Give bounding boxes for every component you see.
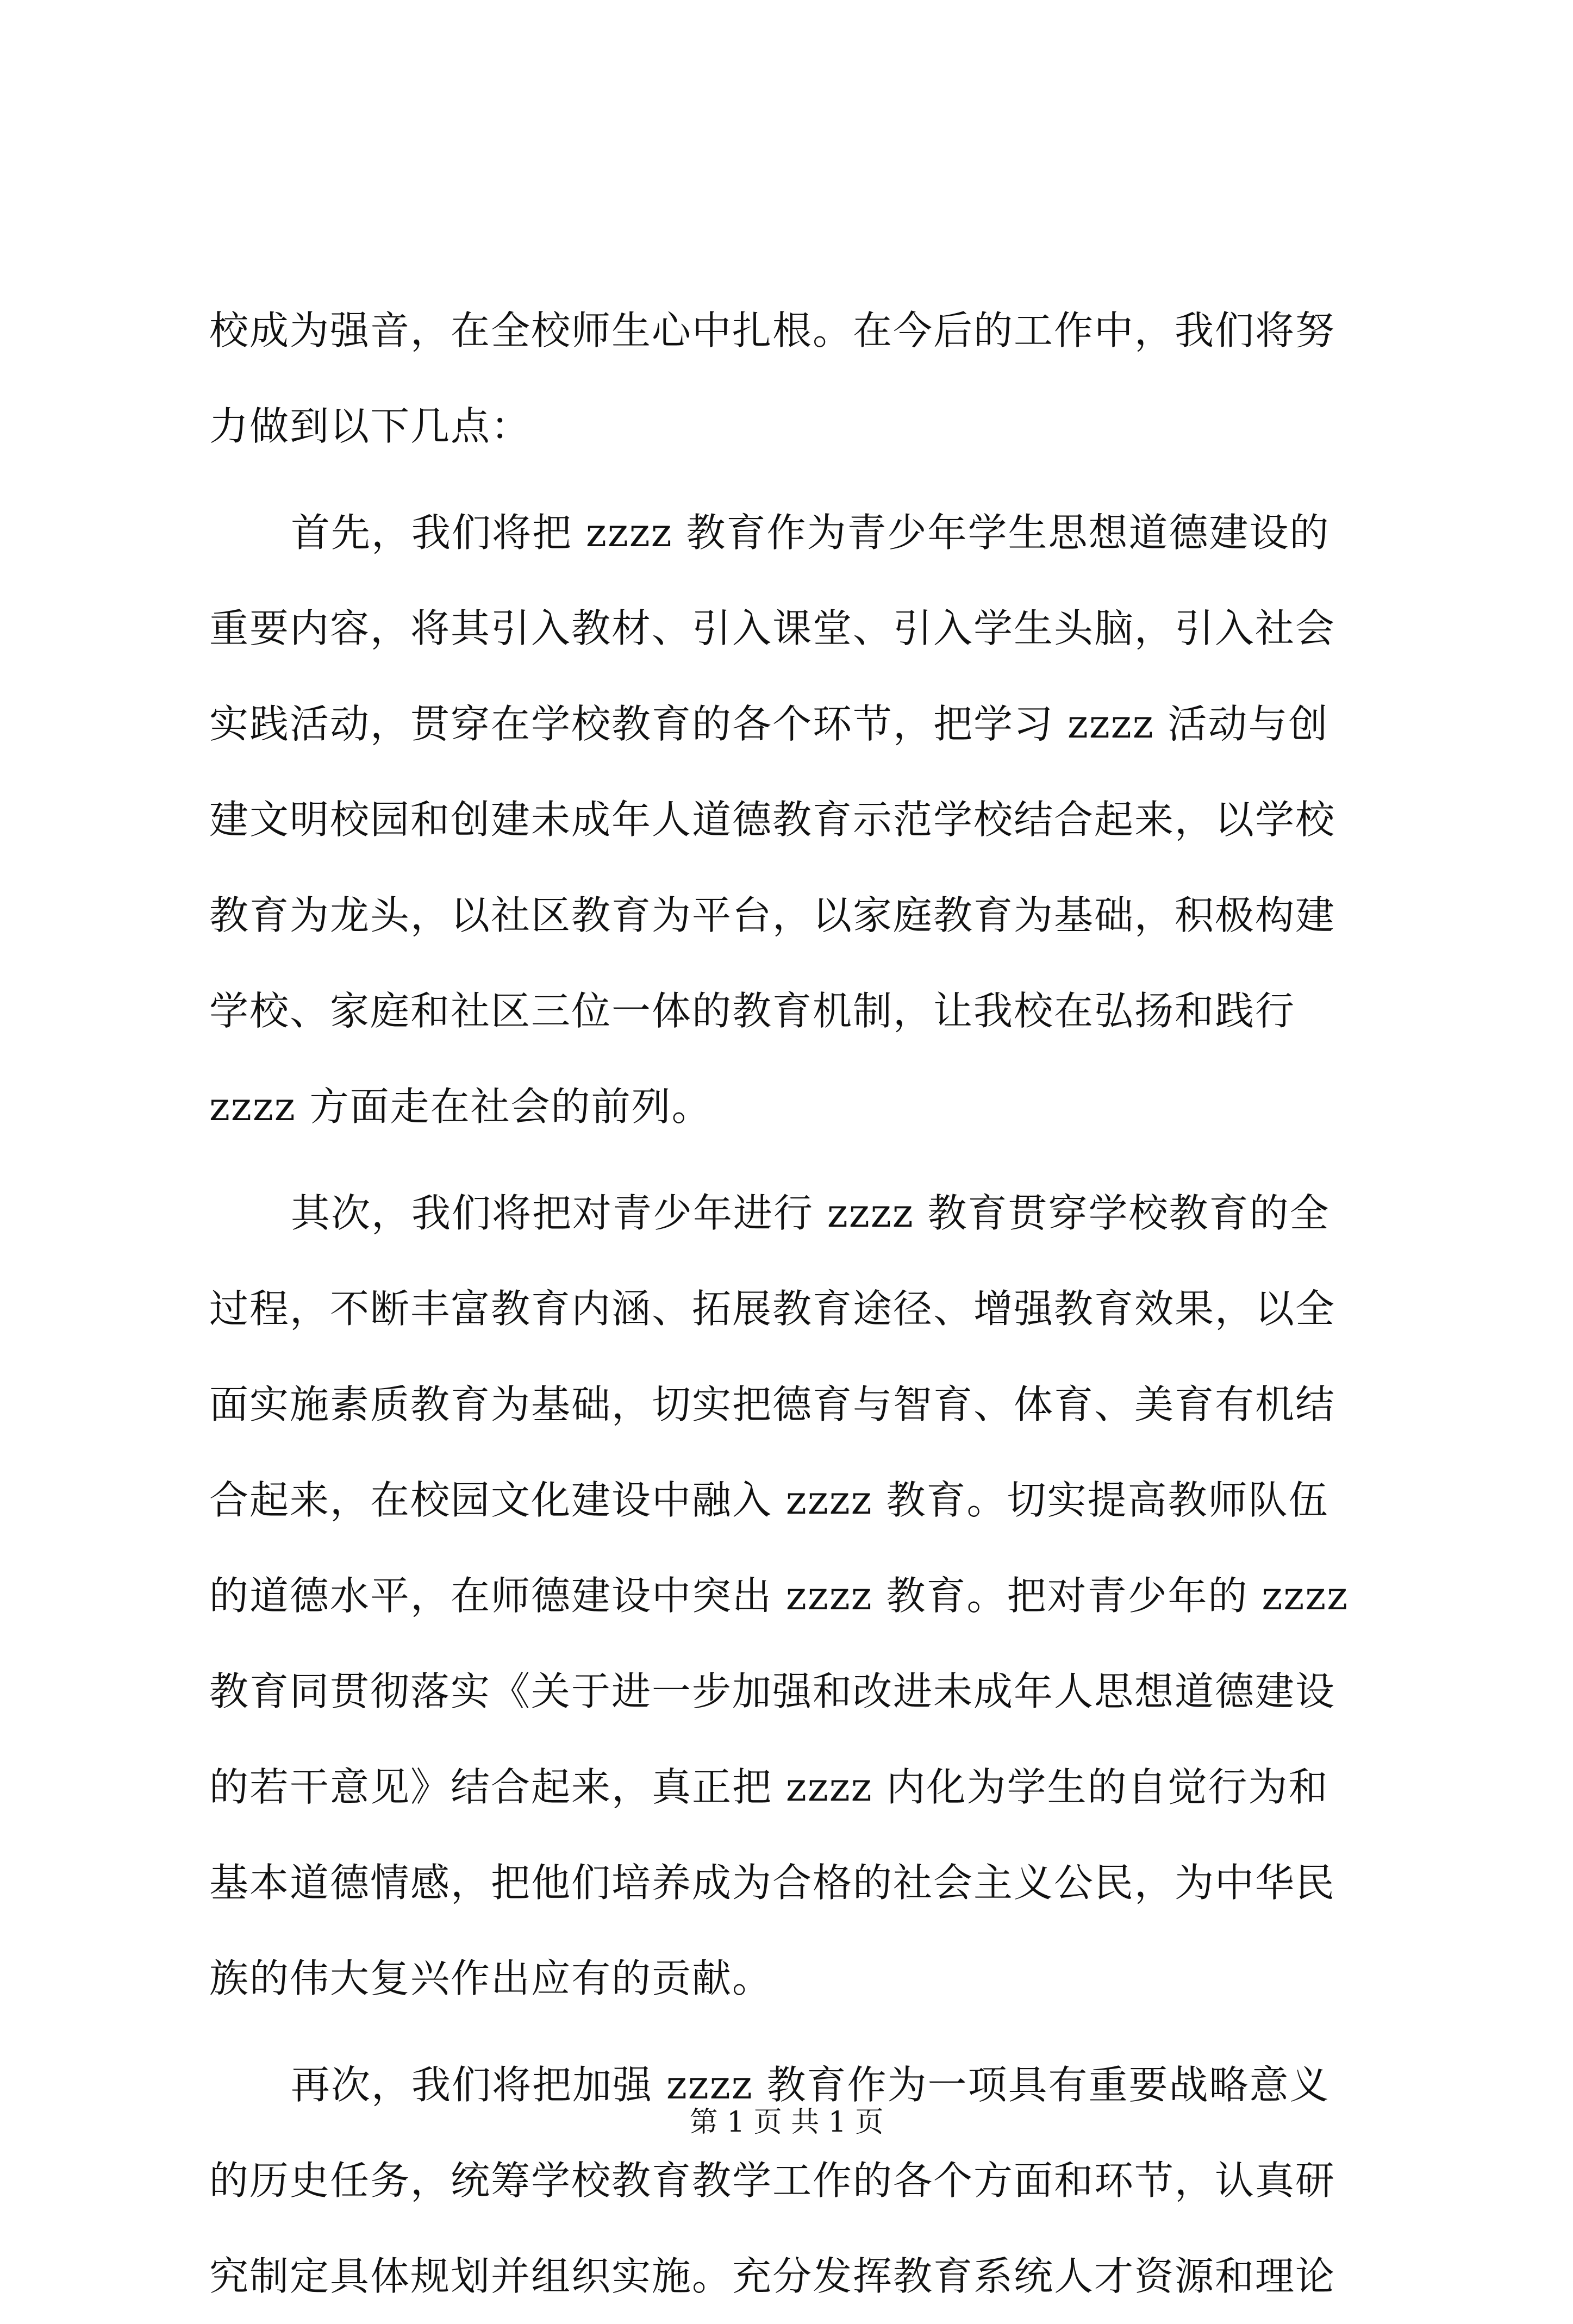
text-line: 族的伟大复兴作出应有的贡献。 — [209, 1956, 773, 2001]
paragraph-first — [209, 485, 1372, 1154]
text-line: 基本道德情感，把他们培养成为合格的社会主义公民，为中华民 — [209, 1860, 1336, 1906]
text-line: 过程，不断丰富教育内涵、拓展教育途径、增强教育效果，以全 — [209, 1286, 1336, 1332]
text-line: 面实施素质教育为基础，切实把德育与智育、体育、美育有机结 — [209, 1382, 1336, 1427]
text-line: 首先，我们将把 zzzz 教育作为青少年学生思想道德建设的 — [291, 510, 1330, 555]
text-line: 教育为龙头，以社区教育为平台，以家庭教育为基础，积极构建 — [209, 892, 1336, 938]
page-footer: 第 1 页 共 1 页 — [689, 2106, 884, 2139]
text-line: zzzz 方面走在社会的前列。 — [209, 1084, 712, 1129]
text-line: 重要内容，将其引入教材、引入课堂、引入学生头脑，引入社会 — [209, 605, 1336, 651]
text-line: 学校、家庭和社区三位一体的教育机制，让我校在弘扬和践行 — [209, 988, 1296, 1034]
text-line: 究制定具体规划并组织实施。充分发挥教育系统人才资源和理论 — [209, 2253, 1336, 2299]
text-line: 校成为强音，在全校师生心中扎根。在今后的工作中，我们将努 — [209, 308, 1336, 353]
paragraph-third — [209, 2037, 1372, 2324]
text-line: 力做到以下几点： — [209, 403, 532, 449]
text-line: 建文明校园和创建未成年人道德教育示范学校结合起来，以学校 — [209, 797, 1336, 842]
text-line: 教育同贯彻落实《关于进一步加强和改进未成年人思想道德建设 — [209, 1669, 1336, 1714]
text-line: 实践活动，贯穿在学校教育的各个环节，把学习 zzzz 活动与创 — [209, 701, 1329, 747]
text-line: 的历史任务，统筹学校教育教学工作的各个方面和环节，认真研 — [209, 2158, 1336, 2203]
text-line: 再次，我们将把加强 zzzz 教育作为一项具有重要战略意义 — [291, 2062, 1330, 2108]
text-line: 其次，我们将把对青少年进行 zzzz 教育贯穿学校教育的全 — [291, 1190, 1330, 1236]
document-body — [209, 283, 1372, 2324]
paragraph-second — [209, 1165, 1372, 2026]
text-line: 的若干意见》结合起来，真正把 zzzz 内化为学生的自觉行为和 — [209, 1764, 1329, 1810]
paragraph-continuation — [209, 283, 1372, 474]
text-line: 的道德水平，在师德建设中突出 zzzz 教育。把对青少年的 zzzz — [209, 1573, 1349, 1619]
text-line: 合起来，在校园文化建设中融入 zzzz 教育。切实提高教师队伍 — [209, 1477, 1329, 1523]
